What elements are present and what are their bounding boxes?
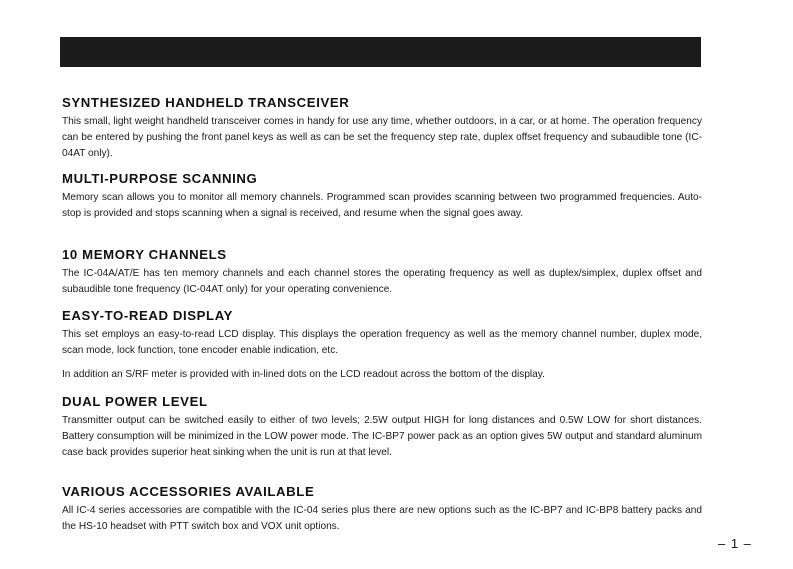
section-easy-to-read-display: [62, 307, 702, 383]
section-paragraph: All IC-4 series accessories are compatible with the IC-04 series plus there are new options such as the IC-BP7 and IC-BP8 battery packs and the HS-10 headset with PTT switch box and VOX unit options.: [62, 505, 702, 532]
section-title-bar: [60, 37, 701, 91]
section-paragraph: In addition an S/RF meter is provided with in-lined dots on the LCD readout across the bottom of the display.: [62, 369, 545, 380]
section-heading: SYNTHESIZED HANDHELD TRANSCEIVER: [62, 95, 350, 110]
section-dual-power-level: [62, 393, 702, 461]
section-heading: MULTI-PURPOSE SCANNING: [62, 171, 258, 186]
section-various-accessories: [62, 483, 702, 535]
section-heading: DUAL POWER LEVEL: [62, 394, 208, 409]
section-synthesized-transceiver: [62, 94, 702, 162]
section-paragraph: Memory scan allows you to monitor all memory channels. Programmed scan provides scanning between two programmed frequencies. Auto-stop is provided and stops scanning when a signal is received, and resume when the signal goes away.: [62, 192, 702, 219]
section-multi-purpose-scanning: [62, 170, 702, 222]
section-heading: 10 MEMORY CHANNELS: [62, 247, 227, 262]
section-heading: EASY-TO-READ DISPLAY: [62, 308, 234, 323]
section-paragraph: Transmitter output can be switched easily to either of two levels; 2.5W output HIGH for long distances and 0.5W LOW for short distances. Battery consumption will be minimized in the LOW power mode. The IC-BP7 power pack as an option gives 5W output and standard aluminum case back provides superior heat sinking when the unit is run at that level.: [62, 415, 702, 458]
section-memory-channels: [62, 246, 702, 298]
section-heading: VARIOUS ACCESSORIES AVAILABLE: [62, 484, 315, 499]
section-paragraph: This small, light weight handheld transceiver comes in handy for use any time, whether outdoors, in a car, or at home. The operation frequency can be entered by pushing the front panel keys as well as can be set the frequency step rate, duplex offset frequency and subaudible tone (IC-04AT only).: [62, 116, 702, 159]
section-paragraph: The IC-04A/AT/E has ten memory channels and each channel stores the operating frequency as well as duplex/simplex, duplex offset and subaudible tone frequency (IC-04AT only) for your operating convenience.: [62, 268, 702, 295]
page-number: – 1 –: [718, 536, 752, 551]
section-paragraph: This set employs an easy-to-read LCD display. This displays the operation frequency as well as the memory channel number, duplex mode, scan mode, lock function, tone encoder enable indication, etc.: [62, 329, 702, 356]
section-title: SECTION I FEATURES: [88, 73, 300, 91]
